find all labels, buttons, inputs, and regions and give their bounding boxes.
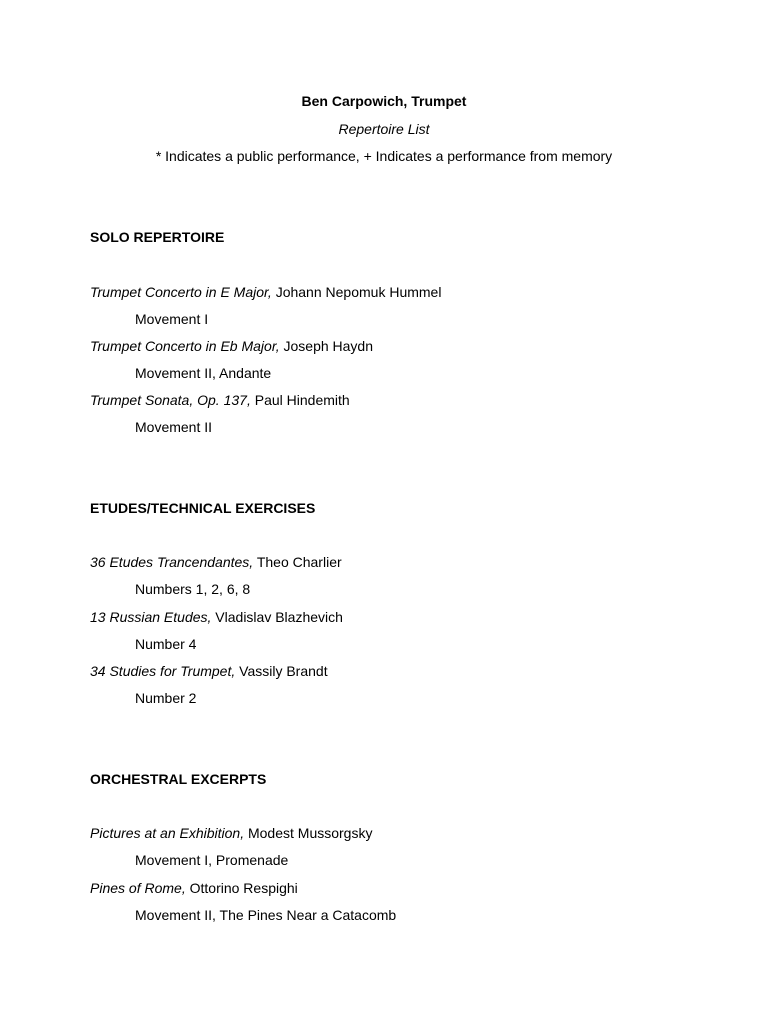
composer-name: Modest Mussorgsky — [247, 825, 373, 841]
work-title: Trumpet Concerto in E Major, — [90, 284, 272, 300]
movement-detail: Number 4 — [135, 636, 197, 652]
repertoire-entry — [90, 662, 328, 680]
composer-name: Johann Nepomuk Hummel — [275, 284, 442, 300]
repertoire-entry — [90, 824, 372, 842]
work-title: Pines of Rome, — [90, 880, 186, 896]
work-title: Trumpet Concerto in Eb Major, — [90, 338, 280, 354]
movement-detail: Movement II, The Pines Near a Catacomb — [135, 907, 397, 923]
section-heading: SOLO REPERTOIRE — [90, 229, 225, 245]
repertoire-entry — [90, 283, 441, 301]
composer-name: Vassily Brandt — [239, 663, 328, 679]
work-title: 13 Russian Etudes, — [90, 609, 212, 625]
work-title: Trumpet Sonata, Op. 137, — [90, 392, 251, 408]
composer-name: Theo Charlier — [256, 554, 342, 570]
composer-name: Ottorino Respighi — [189, 880, 298, 896]
work-title: Pictures at an Exhibition, — [90, 825, 245, 841]
document-title: Ben Carpowich, Trumpet — [301, 93, 467, 109]
movement-detail: Movement I, Promenade — [135, 852, 289, 868]
composer-name: Joseph Haydn — [283, 338, 374, 354]
repertoire-entry — [90, 337, 373, 355]
composer-name: Paul Hindemith — [254, 392, 350, 408]
repertoire-entry — [90, 553, 342, 571]
movement-detail: Number 2 — [135, 690, 197, 706]
section-heading: ETUDES/TECHNICAL EXERCISES — [90, 500, 316, 516]
section-heading: ORCHESTRAL EXCERPTS — [90, 771, 267, 787]
movement-detail: Numbers 1, 2, 6, 8 — [135, 581, 251, 597]
repertoire-entry — [90, 879, 298, 897]
composer-name: Vladislav Blazhevich — [215, 609, 343, 625]
document-subtitle: Repertoire List — [338, 121, 430, 137]
movement-detail: Movement I — [135, 311, 209, 327]
repertoire-entry — [90, 391, 350, 409]
work-title: 36 Etudes Trancendantes, — [90, 554, 254, 570]
movement-detail: Movement II, Andante — [135, 365, 272, 381]
performance-legend: * Indicates a public performance, + Indicates a performance from memory — [155, 148, 613, 164]
repertoire-entry — [90, 608, 343, 626]
movement-detail: Movement II — [135, 419, 213, 435]
work-title: 34 Studies for Trumpet, — [90, 663, 236, 679]
